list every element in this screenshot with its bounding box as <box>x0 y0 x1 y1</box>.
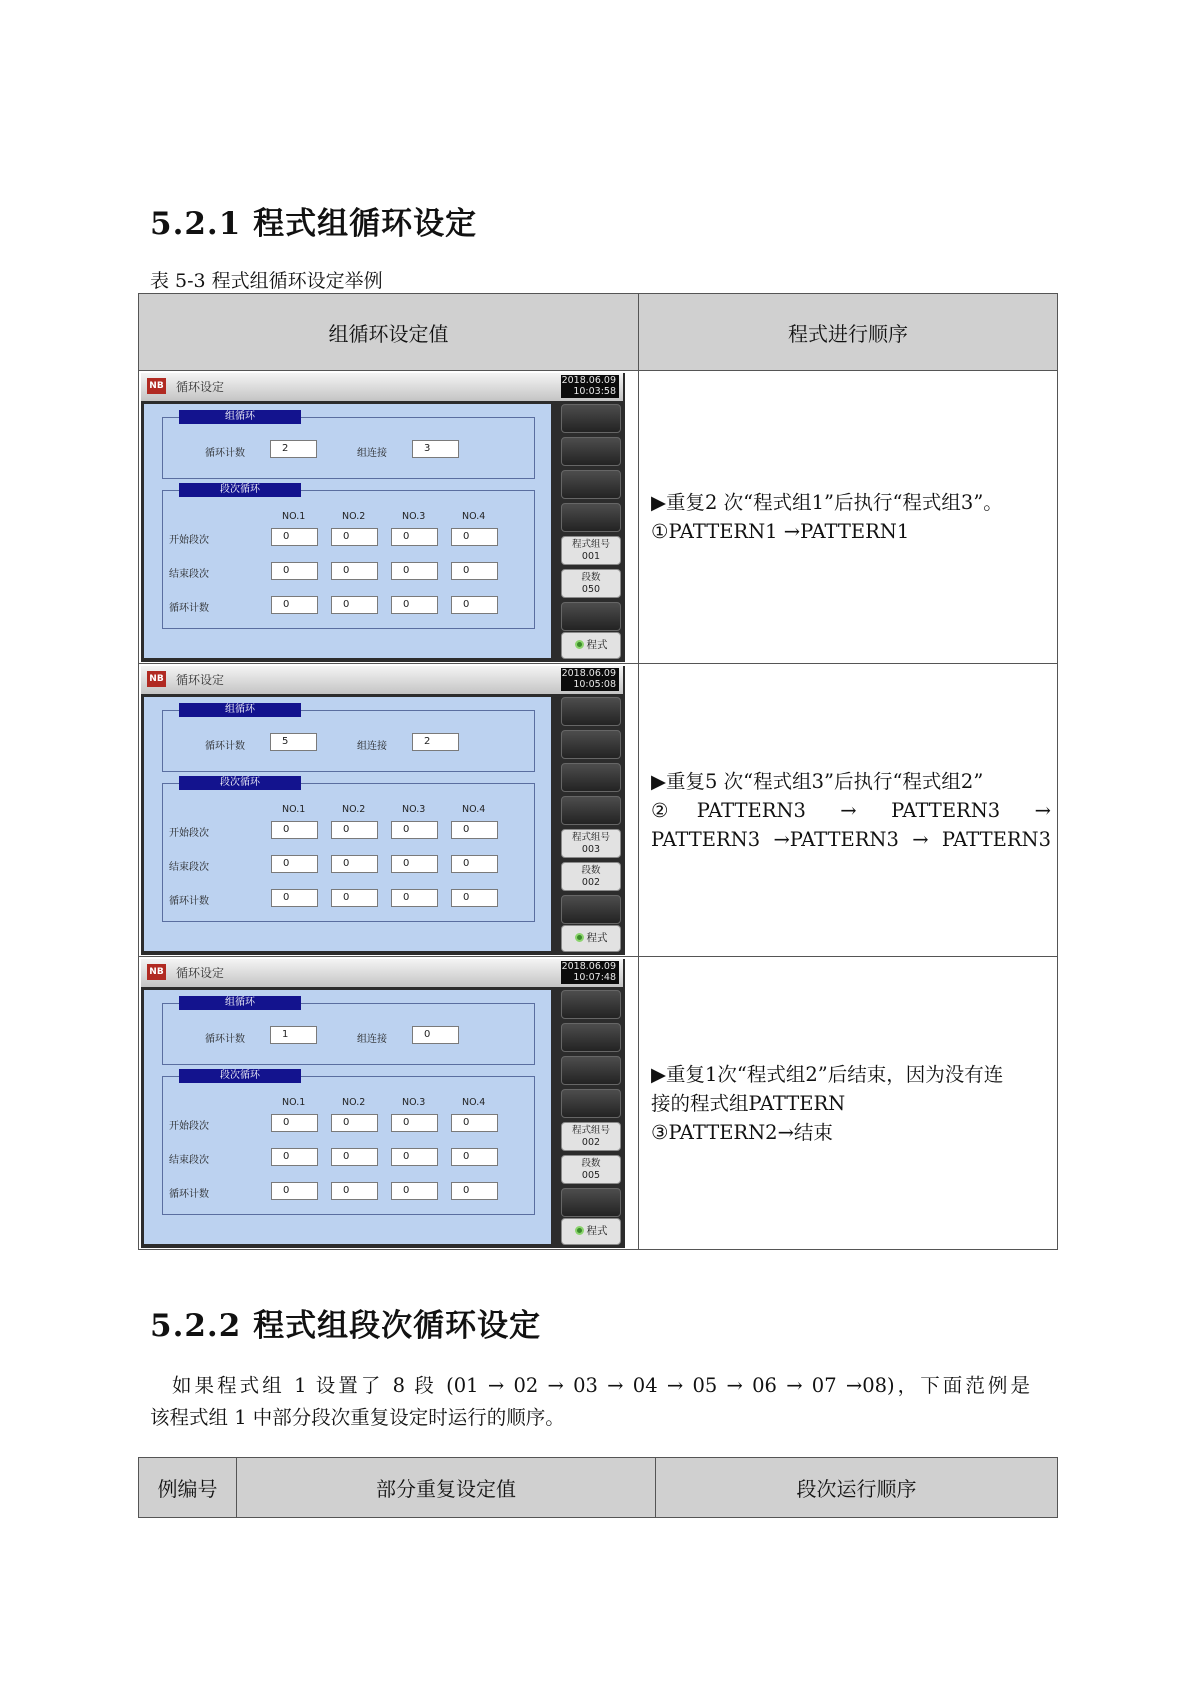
segment-cycle-box <box>162 1069 535 1215</box>
side-button-2[interactable] <box>561 437 621 466</box>
segment-count-label: 段数 <box>581 571 601 583</box>
table-header-setting: 组循环设定值 <box>139 294 639 371</box>
segment-value-input[interactable]: 0 <box>271 562 318 580</box>
segment-value-input[interactable]: 0 <box>451 596 498 614</box>
segment-column-header: NO.4 <box>462 803 486 815</box>
pattern-cycle-table <box>138 293 1058 1250</box>
gear-icon <box>575 933 584 942</box>
order-line: ①PATTERN1 →PATTERN1 <box>651 520 910 543</box>
cycle-count-label: 循环计数 <box>205 740 245 752</box>
paragraph-line-1: 如果程式组 1 设置了 8 段 (01 → 02 → 03 → 04 → 05 → 06 → 07 →08)，下面范例是 <box>172 1374 1030 1397</box>
side-button-3[interactable] <box>561 470 621 499</box>
pattern-group-number-button[interactable] <box>561 1122 621 1151</box>
order-line: ③PATTERN2→结束 <box>651 1120 833 1144</box>
pattern-group-label: 程式组号 <box>571 831 610 843</box>
pattern-group-label: 程式组号 <box>571 538 610 550</box>
segment-value-input[interactable]: 0 <box>331 889 378 907</box>
side-button-7[interactable] <box>561 602 621 631</box>
segment-value-input[interactable]: 0 <box>451 821 498 839</box>
segment-column-header: NO.2 <box>342 510 366 522</box>
screen-title: 循环设定 <box>176 965 225 980</box>
table2-header-example-no: 例编号 <box>139 1458 237 1518</box>
side-button-1[interactable] <box>561 404 621 433</box>
program-button-label: 程式 <box>586 638 608 651</box>
group-link-input[interactable]: 2 <box>412 733 459 751</box>
group-cycle-title: 组循环 <box>179 996 301 1010</box>
setting-screen-cell <box>139 957 639 1250</box>
segment-value-input[interactable]: 0 <box>451 855 498 873</box>
gear-icon <box>575 1226 584 1235</box>
segment-value-input[interactable]: 0 <box>271 889 318 907</box>
datetime-display <box>561 961 619 984</box>
time-text: 10:07:48 <box>573 971 616 983</box>
segment-value-input[interactable]: 0 <box>451 889 498 907</box>
screen-title: 循环设定 <box>176 379 225 394</box>
program-button-label: 程式 <box>586 931 608 944</box>
table-row <box>139 957 1058 1250</box>
cycle-setting-screen <box>141 666 625 955</box>
order-line: ▶重复1次“程式组2”后结束，因为没有连 <box>651 1062 1004 1086</box>
side-button-7[interactable] <box>561 895 621 924</box>
side-button-4[interactable] <box>561 1089 621 1118</box>
segment-value-input[interactable]: 0 <box>331 855 378 873</box>
cycle-setting-screen <box>141 959 625 1248</box>
program-button-label: 程式 <box>586 1224 608 1237</box>
group-cycle-title: 组循环 <box>179 410 301 424</box>
segment-value-input[interactable]: 0 <box>451 562 498 580</box>
order-line: ▶重复2 次“程式组1”后执行“程式组3”。 <box>651 491 1003 514</box>
side-button-2[interactable] <box>561 730 621 759</box>
paragraph-line-2: 该程式组 1 中部分段次重复设定时运行的顺序。 <box>150 1406 565 1429</box>
segment-column-header: NO.2 <box>342 1096 366 1108</box>
segment-value-input[interactable]: 0 <box>391 1148 438 1166</box>
segment-value-input[interactable]: 0 <box>391 855 438 873</box>
side-button-4[interactable] <box>561 796 621 825</box>
segment-value-input[interactable]: 0 <box>331 1148 378 1166</box>
segment-count-button[interactable] <box>561 1155 621 1184</box>
segment-value-input[interactable]: 0 <box>391 562 438 580</box>
section-heading-5-2-1: 5.2.1 程式组循环设定 <box>150 206 478 242</box>
segment-value-input[interactable]: 0 <box>391 1114 438 1132</box>
order-line: 接的程式组PATTERN <box>651 1091 846 1115</box>
segment-row-label: 循环计数 <box>169 1188 209 1200</box>
segment-value-input[interactable]: 0 <box>331 528 378 546</box>
segment-value-input[interactable]: 0 <box>391 596 438 614</box>
segment-count-button[interactable] <box>561 862 621 891</box>
segment-value-input[interactable]: 0 <box>271 1148 318 1166</box>
order-line: PATTERN3 →PATTERN3 → PATTERN3 <box>651 827 1051 851</box>
settings-panel <box>144 404 551 658</box>
date-text: 2018.06.09 <box>561 960 616 972</box>
segment-cycle-box <box>162 483 535 629</box>
settings-panel <box>144 697 551 951</box>
datetime-display <box>561 375 619 398</box>
segment-column-header: NO.3 <box>402 803 426 815</box>
time-text: 10:05:08 <box>573 678 616 690</box>
group-link-input[interactable]: 0 <box>412 1026 459 1044</box>
program-button[interactable] <box>561 632 621 659</box>
segment-row-label: 循环计数 <box>169 895 209 907</box>
side-button-3[interactable] <box>561 1056 621 1085</box>
group-cycle-box <box>162 410 535 479</box>
brand-logo-icon: NB <box>147 964 166 980</box>
segment-value-input[interactable]: 0 <box>331 1114 378 1132</box>
segment-row-label: 开始段次 <box>169 827 209 839</box>
side-button-7[interactable] <box>561 1188 621 1217</box>
order-line: ▶重复5 次“程式组3”后执行“程式组2” <box>651 769 984 793</box>
segment-row-label: 结束段次 <box>169 1154 209 1166</box>
segment-value-input[interactable]: 0 <box>451 528 498 546</box>
segment-value-input[interactable]: 0 <box>391 528 438 546</box>
screen-title-bar <box>141 666 623 694</box>
segment-column-header: NO.3 <box>402 510 426 522</box>
segment-value-input[interactable]: 0 <box>271 855 318 873</box>
group-link-label: 组连接 <box>357 447 387 459</box>
intro-paragraph <box>150 1370 1030 1434</box>
segment-row-label: 结束段次 <box>169 861 209 873</box>
setting-screen-cell <box>139 664 639 957</box>
segment-value-input[interactable]: 0 <box>391 889 438 907</box>
datetime-display <box>561 668 619 691</box>
side-button-1[interactable] <box>561 990 621 1019</box>
segment-row-label: 开始段次 <box>169 534 209 546</box>
pattern-group-label: 程式组号 <box>571 1124 610 1136</box>
date-text: 2018.06.09 <box>561 374 616 386</box>
table-header-order: 程式进行顺序 <box>639 294 1058 371</box>
screen-title: 循环设定 <box>176 672 225 687</box>
gear-icon <box>575 640 584 649</box>
settings-panel <box>144 990 551 1244</box>
segment-value-input[interactable]: 0 <box>331 596 378 614</box>
segment-count-label: 段数 <box>581 1157 601 1169</box>
segment-cycle-table <box>138 1457 1058 1518</box>
order-line: ②PATTERN3 → PATTERN3 → <box>651 798 1051 822</box>
pattern-group-value: 002 <box>581 1136 601 1148</box>
table2-header-run-order: 段次运行顺序 <box>656 1458 1058 1518</box>
segment-value-input[interactable]: 0 <box>331 1182 378 1200</box>
segment-value-input[interactable]: 0 <box>451 1148 498 1166</box>
table-caption: 表 5-3 程式组循环设定举例 <box>150 270 383 292</box>
segment-value-input[interactable]: 0 <box>331 821 378 839</box>
time-text: 10:03:58 <box>573 385 616 397</box>
segment-cycle-title: 段次循环 <box>179 483 301 497</box>
setting-screen-cell <box>139 371 639 664</box>
segment-count-value: 002 <box>581 876 601 888</box>
table2-header-setting: 部分重复设定值 <box>237 1458 656 1518</box>
cycle-count-input[interactable]: 5 <box>270 733 317 751</box>
execution-order-cell <box>639 371 1058 664</box>
segment-value-input[interactable]: 0 <box>451 1114 498 1132</box>
cycle-count-input[interactable]: 1 <box>270 1026 317 1044</box>
segment-count-value: 050 <box>581 583 601 595</box>
segment-column-header: NO.4 <box>462 1096 486 1108</box>
side-button-4[interactable] <box>561 503 621 532</box>
segment-count-label: 段数 <box>581 864 601 876</box>
segment-column-header: NO.1 <box>282 803 306 815</box>
pattern-group-value: 001 <box>581 550 601 562</box>
group-cycle-box <box>162 703 535 772</box>
group-cycle-title: 组循环 <box>179 703 301 717</box>
screen-title-bar <box>141 959 623 987</box>
segment-row-label: 开始段次 <box>169 1120 209 1132</box>
program-button[interactable] <box>561 1218 621 1245</box>
segment-value-input[interactable]: 0 <box>391 821 438 839</box>
program-button[interactable] <box>561 925 621 952</box>
screen-title-bar <box>141 373 623 401</box>
group-link-label: 组连接 <box>357 740 387 752</box>
table-row <box>139 664 1058 957</box>
cycle-setting-screen <box>141 373 625 662</box>
segment-column-header: NO.4 <box>462 510 486 522</box>
segment-cycle-box <box>162 776 535 922</box>
segment-column-header: NO.1 <box>282 510 306 522</box>
side-button-1[interactable] <box>561 697 621 726</box>
segment-value-input[interactable]: 0 <box>451 1182 498 1200</box>
segment-value-input[interactable]: 0 <box>331 562 378 580</box>
cycle-count-label: 循环计数 <box>205 1033 245 1045</box>
brand-logo-icon: NB <box>147 671 166 687</box>
cycle-count-label: 循环计数 <box>205 447 245 459</box>
segment-value-input[interactable]: 0 <box>271 596 318 614</box>
cycle-count-input[interactable]: 2 <box>270 440 317 458</box>
segment-value-input[interactable]: 0 <box>271 1182 318 1200</box>
segment-column-header: NO.1 <box>282 1096 306 1108</box>
segment-value-input[interactable]: 0 <box>391 1182 438 1200</box>
segment-count-value: 005 <box>581 1169 601 1181</box>
pattern-group-number-button[interactable] <box>561 829 621 858</box>
brand-logo-icon: NB <box>147 378 166 394</box>
date-text: 2018.06.09 <box>561 667 616 679</box>
segment-row-label: 结束段次 <box>169 568 209 580</box>
group-link-input[interactable]: 3 <box>412 440 459 458</box>
group-link-label: 组连接 <box>357 1033 387 1045</box>
segment-value-input[interactable]: 0 <box>271 1114 318 1132</box>
segment-column-header: NO.2 <box>342 803 366 815</box>
pattern-group-number-button[interactable] <box>561 536 621 565</box>
side-button-3[interactable] <box>561 763 621 792</box>
segment-cycle-title: 段次循环 <box>179 1069 301 1083</box>
segment-column-header: NO.3 <box>402 1096 426 1108</box>
side-button-2[interactable] <box>561 1023 621 1052</box>
pattern-group-value: 003 <box>581 843 601 855</box>
table-row <box>139 371 1058 664</box>
segment-value-input[interactable]: 0 <box>271 528 318 546</box>
segment-value-input[interactable]: 0 <box>271 821 318 839</box>
segment-count-button[interactable] <box>561 569 621 598</box>
segment-cycle-title: 段次循环 <box>179 776 301 790</box>
segment-row-label: 循环计数 <box>169 602 209 614</box>
execution-order-cell <box>639 664 1058 957</box>
section-heading-5-2-2: 5.2.2 程式组段次循环设定 <box>150 1308 542 1344</box>
group-cycle-box <box>162 996 535 1065</box>
execution-order-cell <box>639 957 1058 1250</box>
